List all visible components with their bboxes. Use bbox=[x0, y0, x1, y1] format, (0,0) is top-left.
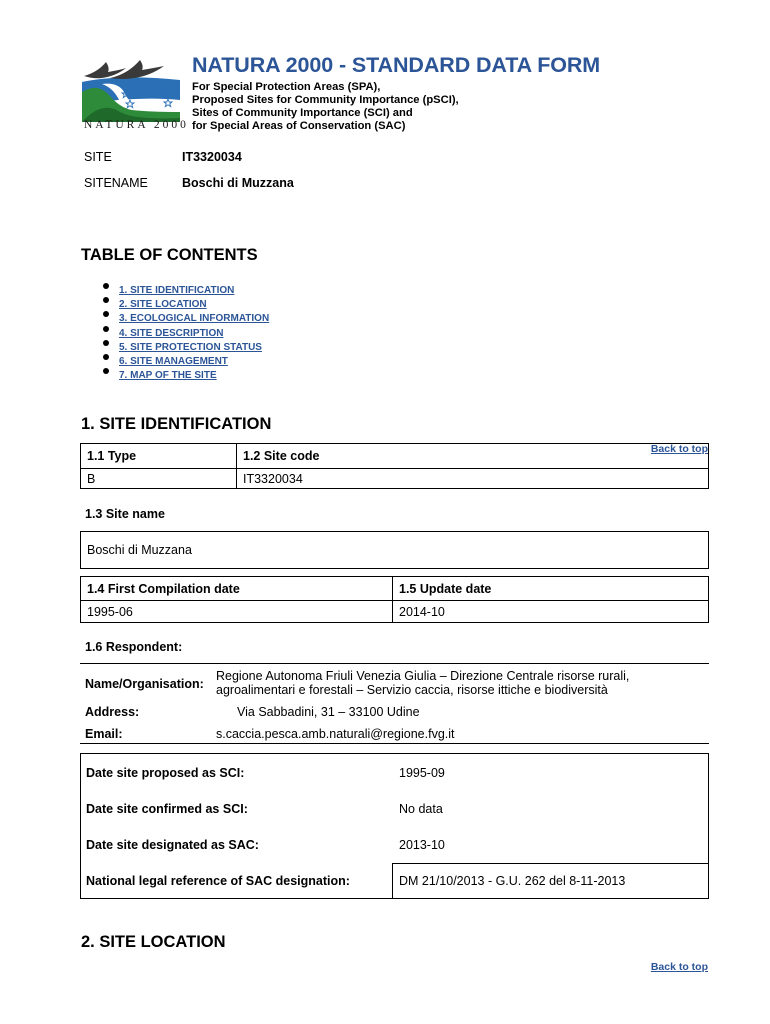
first-compilation-label: 1.4 First Compilation date bbox=[81, 577, 393, 601]
confirmed-sci-label: Date site confirmed as SCI: bbox=[86, 802, 248, 816]
confirmed-sci-value: No data bbox=[399, 802, 443, 816]
type-code-table bbox=[80, 443, 709, 489]
toc-item bbox=[100, 294, 269, 311]
section-2-heading: 2. SITE LOCATION bbox=[81, 933, 226, 951]
toc-link-site-description[interactable]: 4. SITE DESCRIPTION bbox=[119, 327, 224, 339]
proposed-sci-value: 1995-09 bbox=[399, 766, 445, 780]
subtitle-line: For Special Protection Areas (SPA), bbox=[192, 81, 381, 93]
site-code-cell: IT3320034 bbox=[237, 469, 709, 489]
page-title: NATURA 2000 - STANDARD DATA FORM bbox=[192, 53, 601, 77]
site-label: SITE bbox=[84, 150, 112, 164]
toc-link-ecological-information[interactable]: 3. ECOLOGICAL INFORMATION bbox=[119, 313, 270, 325]
email-label: Email: bbox=[85, 727, 123, 741]
back-to-top-link[interactable]: Back to top bbox=[650, 961, 708, 973]
toc-heading: TABLE OF CONTENTS bbox=[81, 246, 258, 264]
legal-reference-value: DM 21/10/2013 - G.U. 262 del 8-11-2013 bbox=[399, 874, 626, 888]
address-value: Via Sabbadini, 31 – 33100 Udine bbox=[237, 705, 420, 719]
update-date-value: 2014-10 bbox=[393, 601, 709, 623]
section-1-heading: 1. SITE IDENTIFICATION bbox=[81, 415, 272, 433]
proposed-sci-label: Date site proposed as SCI: bbox=[86, 766, 245, 780]
dates-table bbox=[80, 576, 709, 623]
site-name-label: 1.3 Site name bbox=[85, 507, 165, 521]
toc-link-site-location[interactable]: 2. SITE LOCATION bbox=[119, 299, 207, 311]
sitename-value: Boschi di Muzzana bbox=[182, 176, 294, 190]
logo-text: NATURA 2000 bbox=[84, 119, 189, 131]
toc-link-site-management[interactable]: 6. SITE MANAGEMENT bbox=[119, 355, 228, 367]
back-to-top-link[interactable]: Back to top bbox=[650, 443, 708, 455]
type-label: 1.1 Type bbox=[81, 444, 237, 469]
organisation-line-2: agroalimentari e forestali – Servizio caccia, risorse ittiche e biodiversità bbox=[216, 683, 608, 697]
site-name-value: Boschi di Muzzana bbox=[81, 532, 709, 569]
organisation-label: Name/Organisation: bbox=[85, 677, 204, 691]
toc-item bbox=[100, 365, 269, 382]
site-code-value: IT3320034 bbox=[182, 150, 242, 164]
organisation-line-1: Regione Autonoma Friuli Venezia Giulia – Direzione Centrale risorse rurali, bbox=[216, 669, 630, 683]
toc-item bbox=[100, 351, 269, 365]
toc-item bbox=[100, 308, 270, 325]
subtitle-line: for Special Areas of Conservation (SAC) bbox=[192, 120, 406, 132]
toc-item bbox=[100, 337, 269, 351]
address-label: Address: bbox=[85, 705, 140, 719]
subtitle-line: Sites of Community Importance (SCI) and bbox=[192, 107, 413, 119]
designation-dates-box bbox=[80, 753, 709, 899]
email-value: s.caccia.pesca.amb.naturali@regione.fvg.it bbox=[216, 727, 455, 741]
toc-link-site-protection-status[interactable]: 5. SITE PROTECTION STATUS bbox=[119, 341, 262, 353]
site-name-table bbox=[80, 531, 709, 569]
toc-item bbox=[100, 323, 269, 337]
designated-sac-label: Date site designated as SAC: bbox=[86, 838, 259, 852]
designated-sac-value: 2013-10 bbox=[399, 838, 445, 852]
first-compilation-value: 1995-06 bbox=[81, 601, 393, 623]
site-code-label: 1.2 Site code bbox=[237, 444, 709, 469]
respondent-block bbox=[80, 663, 709, 744]
toc-link-map-of-the-site[interactable]: 7. MAP OF THE SITE bbox=[119, 370, 217, 382]
toc-item bbox=[100, 280, 269, 294]
subtitle-line: Proposed Sites for Community Importance (pSCI), bbox=[192, 94, 459, 106]
toc-link-site-identification[interactable]: 1. SITE IDENTIFICATION bbox=[119, 285, 235, 296]
legal-reference-label: National legal reference of SAC designation: bbox=[86, 874, 350, 888]
type-value: B bbox=[81, 469, 237, 489]
respondent-label: 1.6 Respondent: bbox=[85, 640, 183, 654]
update-date-label: 1.5 Update date bbox=[393, 577, 709, 601]
toc-list bbox=[100, 280, 270, 382]
sitename-label: SITENAME bbox=[84, 176, 148, 190]
